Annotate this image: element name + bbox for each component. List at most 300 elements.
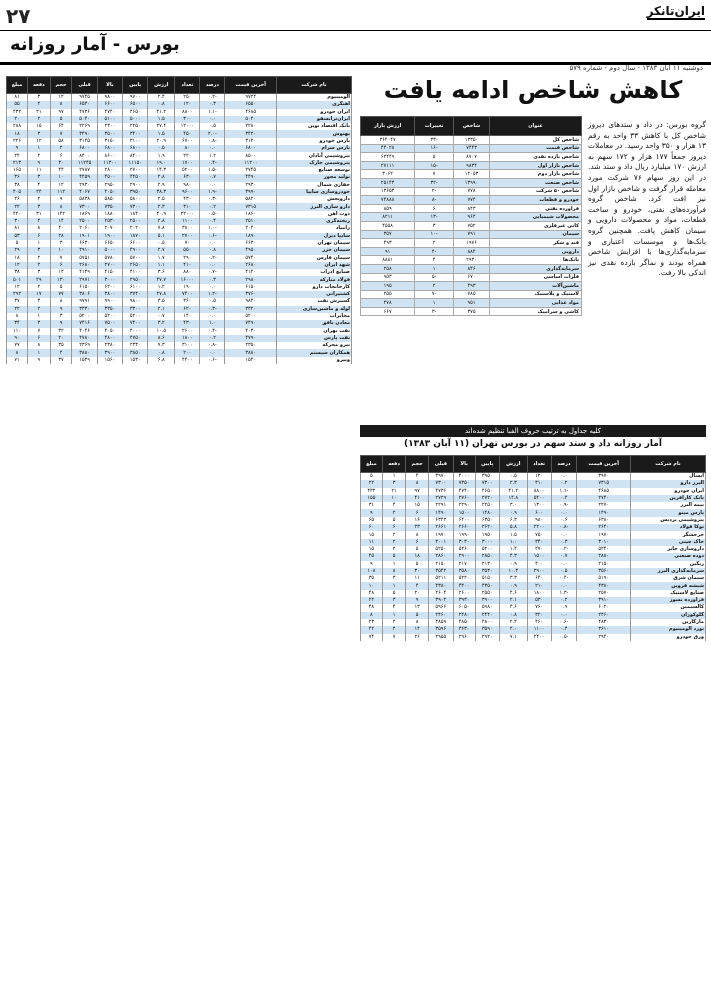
cell-value: ۲۱۷۰ — [453, 561, 475, 568]
cell-value: ۸۸۰۰ — [175, 109, 200, 116]
cell-value: ۲۳۳۰ — [123, 342, 148, 349]
cell-value: ۱۲۰۰۰ — [175, 123, 200, 130]
company-name: گلوکوزان — [631, 612, 706, 619]
company-name: آلومینیوم — [277, 94, 352, 102]
cell-value: ۴۵۰ — [175, 130, 200, 137]
company-name: محصولات شیمیایی — [490, 213, 582, 222]
cell-value: ۲۶۸۰ — [72, 262, 97, 269]
index-row — [361, 239, 582, 248]
cell-value: ۲۹۰۰ — [527, 568, 551, 575]
cell-value: ۸۶۰۰ — [97, 152, 122, 159]
stock-row — [7, 196, 352, 203]
index-table — [360, 116, 582, 316]
cell-value: ۱۶۰۰۰ — [175, 276, 200, 283]
company-name: ذوب آهن — [277, 211, 352, 218]
cell-value: ۹۹۰۰ — [97, 298, 122, 305]
cell-value: ۴۱۴۹ — [72, 269, 97, 276]
stock-row — [7, 262, 352, 269]
company-name: صنایع آذرآب — [277, 269, 352, 276]
company-name: دوده صنعتی — [631, 553, 706, 560]
cell-value: ۹ — [361, 561, 383, 568]
cell-value: ۵۲۰۰ — [225, 313, 277, 320]
company-name: لاستیک و پلاستیک — [490, 290, 582, 299]
cell-value: ۴ — [28, 218, 51, 225]
cell-value: ۳۵۳۰ — [475, 568, 499, 575]
cell-value: ۶۳۵۰ — [475, 517, 499, 524]
cell-value: ۲۹۵۰ — [97, 182, 122, 189]
cell-value: ۵۷۰۰ — [123, 255, 148, 262]
cell-value: ۳۹۰۲ — [428, 597, 453, 604]
company-name: آهنگری — [277, 101, 352, 108]
cell-value: ۴۴۵۹ — [72, 174, 97, 181]
cell-value: -۱.۰ — [200, 225, 225, 232]
cell-value: -۰.۴ — [200, 160, 225, 167]
cell-value: ۳۰ — [50, 160, 72, 167]
cell-value: ۰.۰ — [200, 182, 225, 189]
cell-value: ۲۲۸۰ — [225, 123, 277, 130]
company-name: مارگارین — [631, 619, 706, 626]
cell-value: ۵۲۴۰ — [577, 546, 631, 553]
cell-value: ۲۸۸ — [7, 123, 28, 130]
stock-row — [7, 255, 352, 262]
cell-value: ۷۴۴۳ — [453, 144, 489, 153]
cell-value: ۱.۲ — [148, 284, 175, 291]
cell-value: ۱ — [415, 299, 454, 308]
index-row — [361, 256, 582, 265]
daily-row — [361, 517, 706, 524]
cell-value: ۹ — [50, 320, 72, 327]
cell-value: ۷۷۸ — [453, 187, 489, 196]
cell-value: ۱۸۴۰ — [123, 211, 148, 218]
cell-value: ۱۴ — [50, 218, 72, 225]
cell-value: ۲ — [28, 152, 51, 159]
cell-value: ۲۳۸۰ — [97, 342, 122, 349]
cell-value: ۲۲۰ — [175, 152, 200, 159]
cell-value: ۹۸۰۰ — [123, 298, 148, 305]
cell-value: ۲۵۵ — [361, 290, 415, 299]
cell-value: -۱۰ — [415, 230, 454, 239]
cell-value: ۱۳۶۵۳ — [361, 187, 415, 196]
index-table-wrap — [360, 116, 582, 316]
company-name: کشتیرانی — [277, 291, 352, 298]
cell-value: ۳۰ — [406, 568, 429, 575]
cell-value: -۱.۱ — [200, 109, 225, 116]
cell-value: ۳۵۰۰ — [97, 130, 122, 137]
cell-value: ۶۲۴۴۹ — [361, 153, 415, 162]
cell-value: ۱۲ — [7, 284, 28, 291]
cell-value: ۲۷۲۰ — [475, 495, 499, 502]
cell-value: ۱ — [382, 612, 406, 619]
company-name: کاشی و سرامیک — [490, 307, 582, 316]
cell-value: ۳ — [382, 575, 406, 582]
cell-value: ۲.۸ — [148, 218, 175, 225]
cell-value: ۰.۰ — [551, 509, 577, 516]
cell-value: -۴ — [415, 247, 454, 256]
cell-value: ۵۸۲۰ — [225, 196, 277, 203]
cell-value: ۵ — [406, 546, 429, 553]
cell-value: ۸۱ — [7, 94, 28, 102]
cell-value: ۰.۹ — [499, 509, 527, 516]
cell-value: ۸۵۹ — [361, 204, 415, 213]
cell-value: ۶۶۰۰ — [97, 101, 122, 108]
cell-value: ۵۰۰۰ — [97, 247, 122, 254]
company-name: فراورده نفتی — [490, 204, 582, 213]
cell-value: ۰.۸ — [499, 612, 527, 619]
cell-value: ۲.۵ — [148, 196, 175, 203]
cell-value: ۱۵ — [406, 502, 429, 509]
cell-value: ۱۴۹۰ — [577, 509, 631, 516]
cell-value: ۱۱۰۰ — [527, 626, 551, 633]
cell-value: ۸.۶ — [148, 335, 175, 342]
cell-value: ۲۵۰۰ — [123, 218, 148, 225]
company-name: پارس سرام — [277, 145, 352, 152]
cell-value: ۷۴۸۸۸ — [361, 196, 415, 205]
cell-value: ۲۸۸۰ — [577, 553, 631, 560]
index-header-1: شاخص — [453, 117, 489, 136]
cell-value: ۵۲۰۰ — [123, 313, 148, 320]
company-name: البرز دارو — [631, 480, 706, 487]
cell-value: ۴ — [406, 473, 429, 481]
cell-value: ۲.۱ — [148, 306, 175, 313]
cell-value: ۸۸۴ — [453, 247, 489, 256]
company-name: بانک اقتصاد نوین — [277, 123, 352, 130]
cell-value: ۲۲۵۰ — [475, 502, 499, 509]
stock-row — [7, 211, 352, 218]
company-name: بانک‌ها — [490, 256, 582, 265]
cell-value: ۳۵ — [50, 342, 72, 349]
daily-row — [361, 553, 706, 560]
cell-value: ۲ — [415, 239, 454, 248]
cell-value: ۳۴۹۰ — [72, 130, 97, 137]
cell-value: ۲ — [382, 619, 406, 626]
company-name: فلزات اساسی — [490, 273, 582, 282]
cell-value: ۳ — [28, 130, 51, 137]
cell-value: ۹۸۰ — [527, 517, 551, 524]
cell-value: ۳۸.۳ — [148, 189, 175, 196]
company-name: داروسازی جابر — [631, 546, 706, 553]
cell-value: ۰.۹ — [499, 582, 527, 589]
article-body: گروه بورس: در داد و ستدهای دیروز شاخص کل با کاهش ۳۳ واحد به رقم ۱۳ هزار و ۳۵۰ واحد رسید. در معاملات دیروز جمعاً ۱۷۷ هزار و ۱۷۲ سهم به ارزش ۱۷۰ میلیارد ریال داد و ستد شد. در این روز سهام ۷۶ شرکت مورد معامله قرار گرفت و شاخص بازار اول نیز افت کرد. شاخص گروه فرآورده‌های نفتی، خودرو و ساخت قطعات، مواد و محصولات دارویی و سیمان کاهش یافت. همچنین گروه بانک‌ها و موسسات اعتباری و سرمایه‌گذاری‌ها با افزایش شاخص همراه بودند و نماگر بازده نقدی نیز اندکی بالا رفت. — [588, 120, 706, 278]
cell-value: ۰.۸ — [200, 247, 225, 254]
cell-value: ۷۷۴ — [453, 196, 489, 205]
cell-value: ۸ — [382, 568, 406, 575]
cell-value: ۱۰ — [50, 174, 72, 181]
stock-row — [7, 291, 352, 298]
cell-value: ۵۲۱۱ — [428, 575, 453, 582]
cell-value: ۴۷۳۶ — [428, 488, 453, 495]
cell-value: ۴۸۵۹ — [428, 619, 453, 626]
cell-value: ۱۱۲۴۵ — [72, 160, 97, 167]
cell-value: ۲۵۰۰ — [72, 218, 97, 225]
cell-value: ۰.۲ — [551, 480, 577, 487]
cell-value: ۳.۰ — [499, 502, 527, 509]
cell-value: ۶ — [50, 152, 72, 159]
company-name: دارویی — [490, 247, 582, 256]
cell-value: ۲۴۶۰ — [577, 612, 631, 619]
company-name: توکا فولاد — [631, 524, 706, 531]
cell-value: ۰.۵ — [551, 568, 577, 575]
cell-value: ۰.۰ — [551, 473, 577, 481]
cell-value: ۹ — [50, 306, 72, 313]
cell-value: ۶۲۰۰ — [97, 284, 122, 291]
cell-value: ۳ — [382, 597, 406, 604]
cell-value: ۴۹۳ — [453, 282, 489, 291]
cell-value: ۶۸۰۰ — [97, 145, 122, 152]
cell-value: ۳۵۷ — [361, 230, 415, 239]
cell-value: ۲.۳ — [499, 480, 527, 487]
cell-value: ۹ — [28, 357, 51, 364]
cell-value: -۰.۵ — [200, 211, 225, 218]
cell-value: ۸۷۰۷ — [453, 153, 489, 162]
cell-value: ۱۲۰۵۳ — [453, 170, 489, 179]
cell-value: ۱.۷ — [148, 255, 175, 262]
cell-value: ۴۰۰۰ — [123, 328, 148, 335]
cell-value: ۱۱۲۰۰ — [225, 160, 277, 167]
cell-value: ۸۴۶ — [453, 264, 489, 273]
cell-value: ۴۸۰۰ — [97, 335, 122, 342]
daily-header-1: آخرین قیمت — [577, 456, 631, 473]
cell-value: ۲۶۸۰ — [225, 262, 277, 269]
cell-value: ۷۴۰۰ — [175, 291, 200, 298]
daily-row — [361, 597, 706, 604]
cell-value: ۳۸۵۰ — [123, 349, 148, 356]
cell-value: ۲۱ — [28, 109, 51, 116]
index-row — [361, 282, 582, 291]
cell-value: ۳۹۰۰ — [97, 349, 122, 356]
index-row — [361, 204, 582, 213]
cell-value: ۵۸۵۰ — [97, 196, 122, 203]
cell-value: ۲.۱ — [499, 597, 527, 604]
cell-value: -۰.۳ — [200, 306, 225, 313]
cell-value: ۴۶۵۰ — [475, 488, 499, 495]
cell-value: ۲۸۰۰ — [97, 167, 122, 174]
cell-value: ۳ — [50, 313, 72, 320]
cell-value: ۶۲۰ — [175, 306, 200, 313]
cell-value: ۹۷۴۵ — [72, 94, 97, 102]
cell-value: ۳۲۰ — [527, 612, 551, 619]
cell-value: ۴۱۰۰ — [123, 269, 148, 276]
cell-value: ۱۴۸۰ — [475, 509, 499, 516]
cell-value: ۳۱۰۰ — [175, 342, 200, 349]
cell-value: ۷ — [28, 328, 51, 335]
cell-value: ۴۰۶۷ — [72, 189, 97, 196]
stock-row — [7, 342, 352, 349]
cell-value: ۳۱۰ — [175, 203, 200, 210]
daily-row — [361, 539, 706, 546]
cell-value: ۷.۱ — [499, 634, 527, 641]
cell-value: ۸۰ — [175, 145, 200, 152]
daily-row — [361, 488, 706, 495]
cell-value: ۲ — [382, 509, 406, 516]
cell-value: ۵۲۵۰ — [428, 546, 453, 553]
cell-value: ۲.۴ — [148, 94, 175, 102]
daily-row — [361, 524, 706, 531]
cell-value: -۱.۲ — [200, 291, 225, 298]
company-name: فولاد مبارکه — [277, 276, 352, 283]
daily-row — [361, 473, 706, 481]
cell-value: ۱۸۰۰ — [527, 590, 551, 597]
cell-value: ۲۷۴۵ — [225, 167, 277, 174]
company-name: بیمه البرز — [631, 502, 706, 509]
cell-value: ۵۱۹۰ — [577, 575, 631, 582]
cell-value: ۱ — [28, 313, 51, 320]
cell-value: ۳ — [50, 240, 72, 247]
cell-value: ۸۴۰۰ — [72, 152, 97, 159]
cell-value: ۲۹۰ — [175, 255, 200, 262]
cell-value: -۰.۲ — [551, 546, 577, 553]
index-row — [361, 144, 582, 153]
cell-value: ۷۳۰۰ — [123, 203, 148, 210]
cell-value: ۲۷۱۱۱ — [361, 161, 415, 170]
cell-value: ۳ — [28, 203, 51, 210]
cell-value: ۱۱۲ — [50, 189, 72, 196]
cell-value: ۳۰۰۰ — [97, 276, 122, 283]
cell-value: ۳۵۶۰ — [577, 568, 631, 575]
stock-row — [7, 130, 352, 137]
index-row — [361, 178, 582, 187]
cell-value: ۵۳ — [7, 233, 28, 240]
cell-value: ۷۴ — [361, 634, 383, 641]
company-name: پارس مینو — [631, 509, 706, 516]
cell-value: ۷۳۱۵ — [225, 203, 277, 210]
cell-value: ۵ — [50, 116, 72, 123]
cell-value: ۱۰ — [50, 247, 72, 254]
daily-row — [361, 495, 706, 502]
cell-value: -۰.۴ — [551, 575, 577, 582]
cell-value: ۲۹۵۰ — [123, 276, 148, 283]
company-name: سرمایه‌گذاری — [490, 264, 582, 273]
company-name: سرمایه‌گذاری البرز — [631, 568, 706, 575]
cell-value: ۳۱ — [28, 211, 51, 218]
cell-value: ۰.۳ — [200, 276, 225, 283]
cell-value: ۶۸۰۰ — [123, 145, 148, 152]
cell-value: ۲۵۱۴۳ — [361, 178, 415, 187]
cell-value: ۲۰۶۰ — [72, 225, 97, 232]
cell-value: ۲۰ — [7, 116, 28, 123]
cell-value: ۳۶۱۰ — [577, 626, 631, 633]
cell-value: ۱۸۹۰ — [225, 233, 277, 240]
company-name: ایران خودرو — [631, 488, 706, 495]
cell-value: ۴ — [415, 256, 454, 265]
cell-value: ۷۰ — [175, 240, 200, 247]
cell-value: ۴۳۲ — [361, 488, 383, 495]
cell-value: ۹ — [361, 509, 383, 516]
cell-value: ۰.۵ — [148, 240, 175, 247]
cell-value: ۶ — [382, 524, 406, 531]
daily-row — [361, 480, 706, 487]
cell-value: ۶۰۰ — [527, 509, 551, 516]
cell-value: ۰.۰ — [200, 240, 225, 247]
cell-value: ۶۵۵۰ — [225, 101, 277, 108]
cell-value: ۴۴۵۰ — [123, 174, 148, 181]
cell-value: ۶ — [406, 509, 429, 516]
daily-table-wrap — [360, 455, 706, 641]
cell-value: -۸ — [415, 196, 454, 205]
cell-value: ۴۳۰ — [175, 320, 200, 327]
company-name: پتروشیمی خارک — [277, 160, 352, 167]
cell-value: ۰.۷ — [148, 313, 175, 320]
cell-value: ۶۵۰۰ — [123, 101, 148, 108]
company-name: سایپا دیزل — [277, 233, 352, 240]
daily-row — [361, 546, 706, 553]
company-name: خودروسازی سایپا — [277, 189, 352, 196]
cell-value: ۲۷۲۹ — [428, 495, 453, 502]
cell-value: ۶۰۲۰ — [577, 604, 631, 611]
left-header-9: دفعه — [28, 77, 51, 94]
cell-value: ۰.۰ — [200, 313, 225, 320]
cell-value: ۷۵۰ — [527, 531, 551, 538]
cell-value: ۵.۱ — [148, 233, 175, 240]
cell-value: ۱۵۰۰ — [527, 553, 551, 560]
cell-value: ۲۴ — [28, 189, 51, 196]
cell-value: ۸۸۸۱ — [361, 256, 415, 265]
index-row — [361, 161, 582, 170]
cell-value: ۱۱۳۰۰ — [97, 160, 122, 167]
cell-value: ۱.۰ — [499, 539, 527, 546]
cell-value: ۱۹۰۱ — [72, 233, 97, 240]
cell-value: ۳۸۰۰ — [175, 225, 200, 232]
cell-value: ۱۹۰ — [175, 284, 200, 291]
cell-value: ۲ — [28, 262, 51, 269]
cell-value: ۴۵۵۸ — [361, 221, 415, 230]
cell-value: ۲۹۸۰ — [225, 276, 277, 283]
cell-value: ۲۱۳ — [7, 160, 28, 167]
cell-value: ۵ — [50, 284, 72, 291]
company-name: سیمان تهران — [277, 240, 352, 247]
cell-value: ۴۰۴۶ — [72, 328, 97, 335]
cell-value: ۱۵۴۰ — [225, 357, 277, 364]
cell-value: ۰.۷ — [551, 553, 577, 560]
cell-value: ۰.۰ — [551, 612, 577, 619]
cell-value: ۲ — [28, 116, 51, 123]
cell-value: ۱۵ — [361, 546, 383, 553]
cell-value: ۴۰۰۰ — [453, 473, 475, 481]
cell-value: ۳ — [28, 320, 51, 327]
cell-value: ۲۶ — [406, 634, 429, 641]
cell-value: ۴۱۰ — [175, 262, 200, 269]
cell-value: ۲ — [28, 101, 51, 108]
cell-value: ۲۰۴۰ — [225, 225, 277, 232]
cell-value: ۳۹۱۰ — [577, 597, 631, 604]
cell-value: ۰.۸ — [148, 349, 175, 356]
cell-value: ۲۴۴۰ — [475, 612, 499, 619]
cell-value: ۳۶۴۰۴۷ — [361, 136, 415, 145]
cell-value: ۵۱۵۰ — [475, 575, 499, 582]
cell-value: ۰.۷ — [200, 174, 225, 181]
cell-value: ۱۱۱۵۰ — [123, 160, 148, 167]
cell-value: ۶ — [28, 335, 51, 342]
cell-value: ۵ — [382, 553, 406, 560]
company-name: شاخص بازده نقدی — [490, 153, 582, 162]
cell-value: ۵۷۸۰ — [97, 255, 122, 262]
section-title: بورس - آمار روزانه — [10, 34, 180, 55]
cell-value: ۲۶۶۱ — [428, 524, 453, 531]
cell-value: ۷۷ — [50, 291, 72, 298]
cell-value: ۳۱۲۰ — [225, 138, 277, 145]
cell-value: ۰.۶ — [551, 517, 577, 524]
cell-value: ۳۹۷۰ — [577, 473, 631, 481]
cell-value: ۷۴۱۶ — [72, 320, 97, 327]
daily-row — [361, 619, 706, 626]
cell-value: ۶ — [50, 262, 72, 269]
cell-value: -۲.۰ — [200, 130, 225, 137]
cell-value: ۶۳۸۰ — [577, 517, 631, 524]
cell-value: ۵۲۶۰ — [453, 546, 475, 553]
cell-value: ۲.۹ — [148, 182, 175, 189]
cell-value: ۹۷۹۱ — [72, 298, 97, 305]
cell-value: ۱۵۳۰ — [123, 357, 148, 364]
cell-value: ۲ — [28, 284, 51, 291]
